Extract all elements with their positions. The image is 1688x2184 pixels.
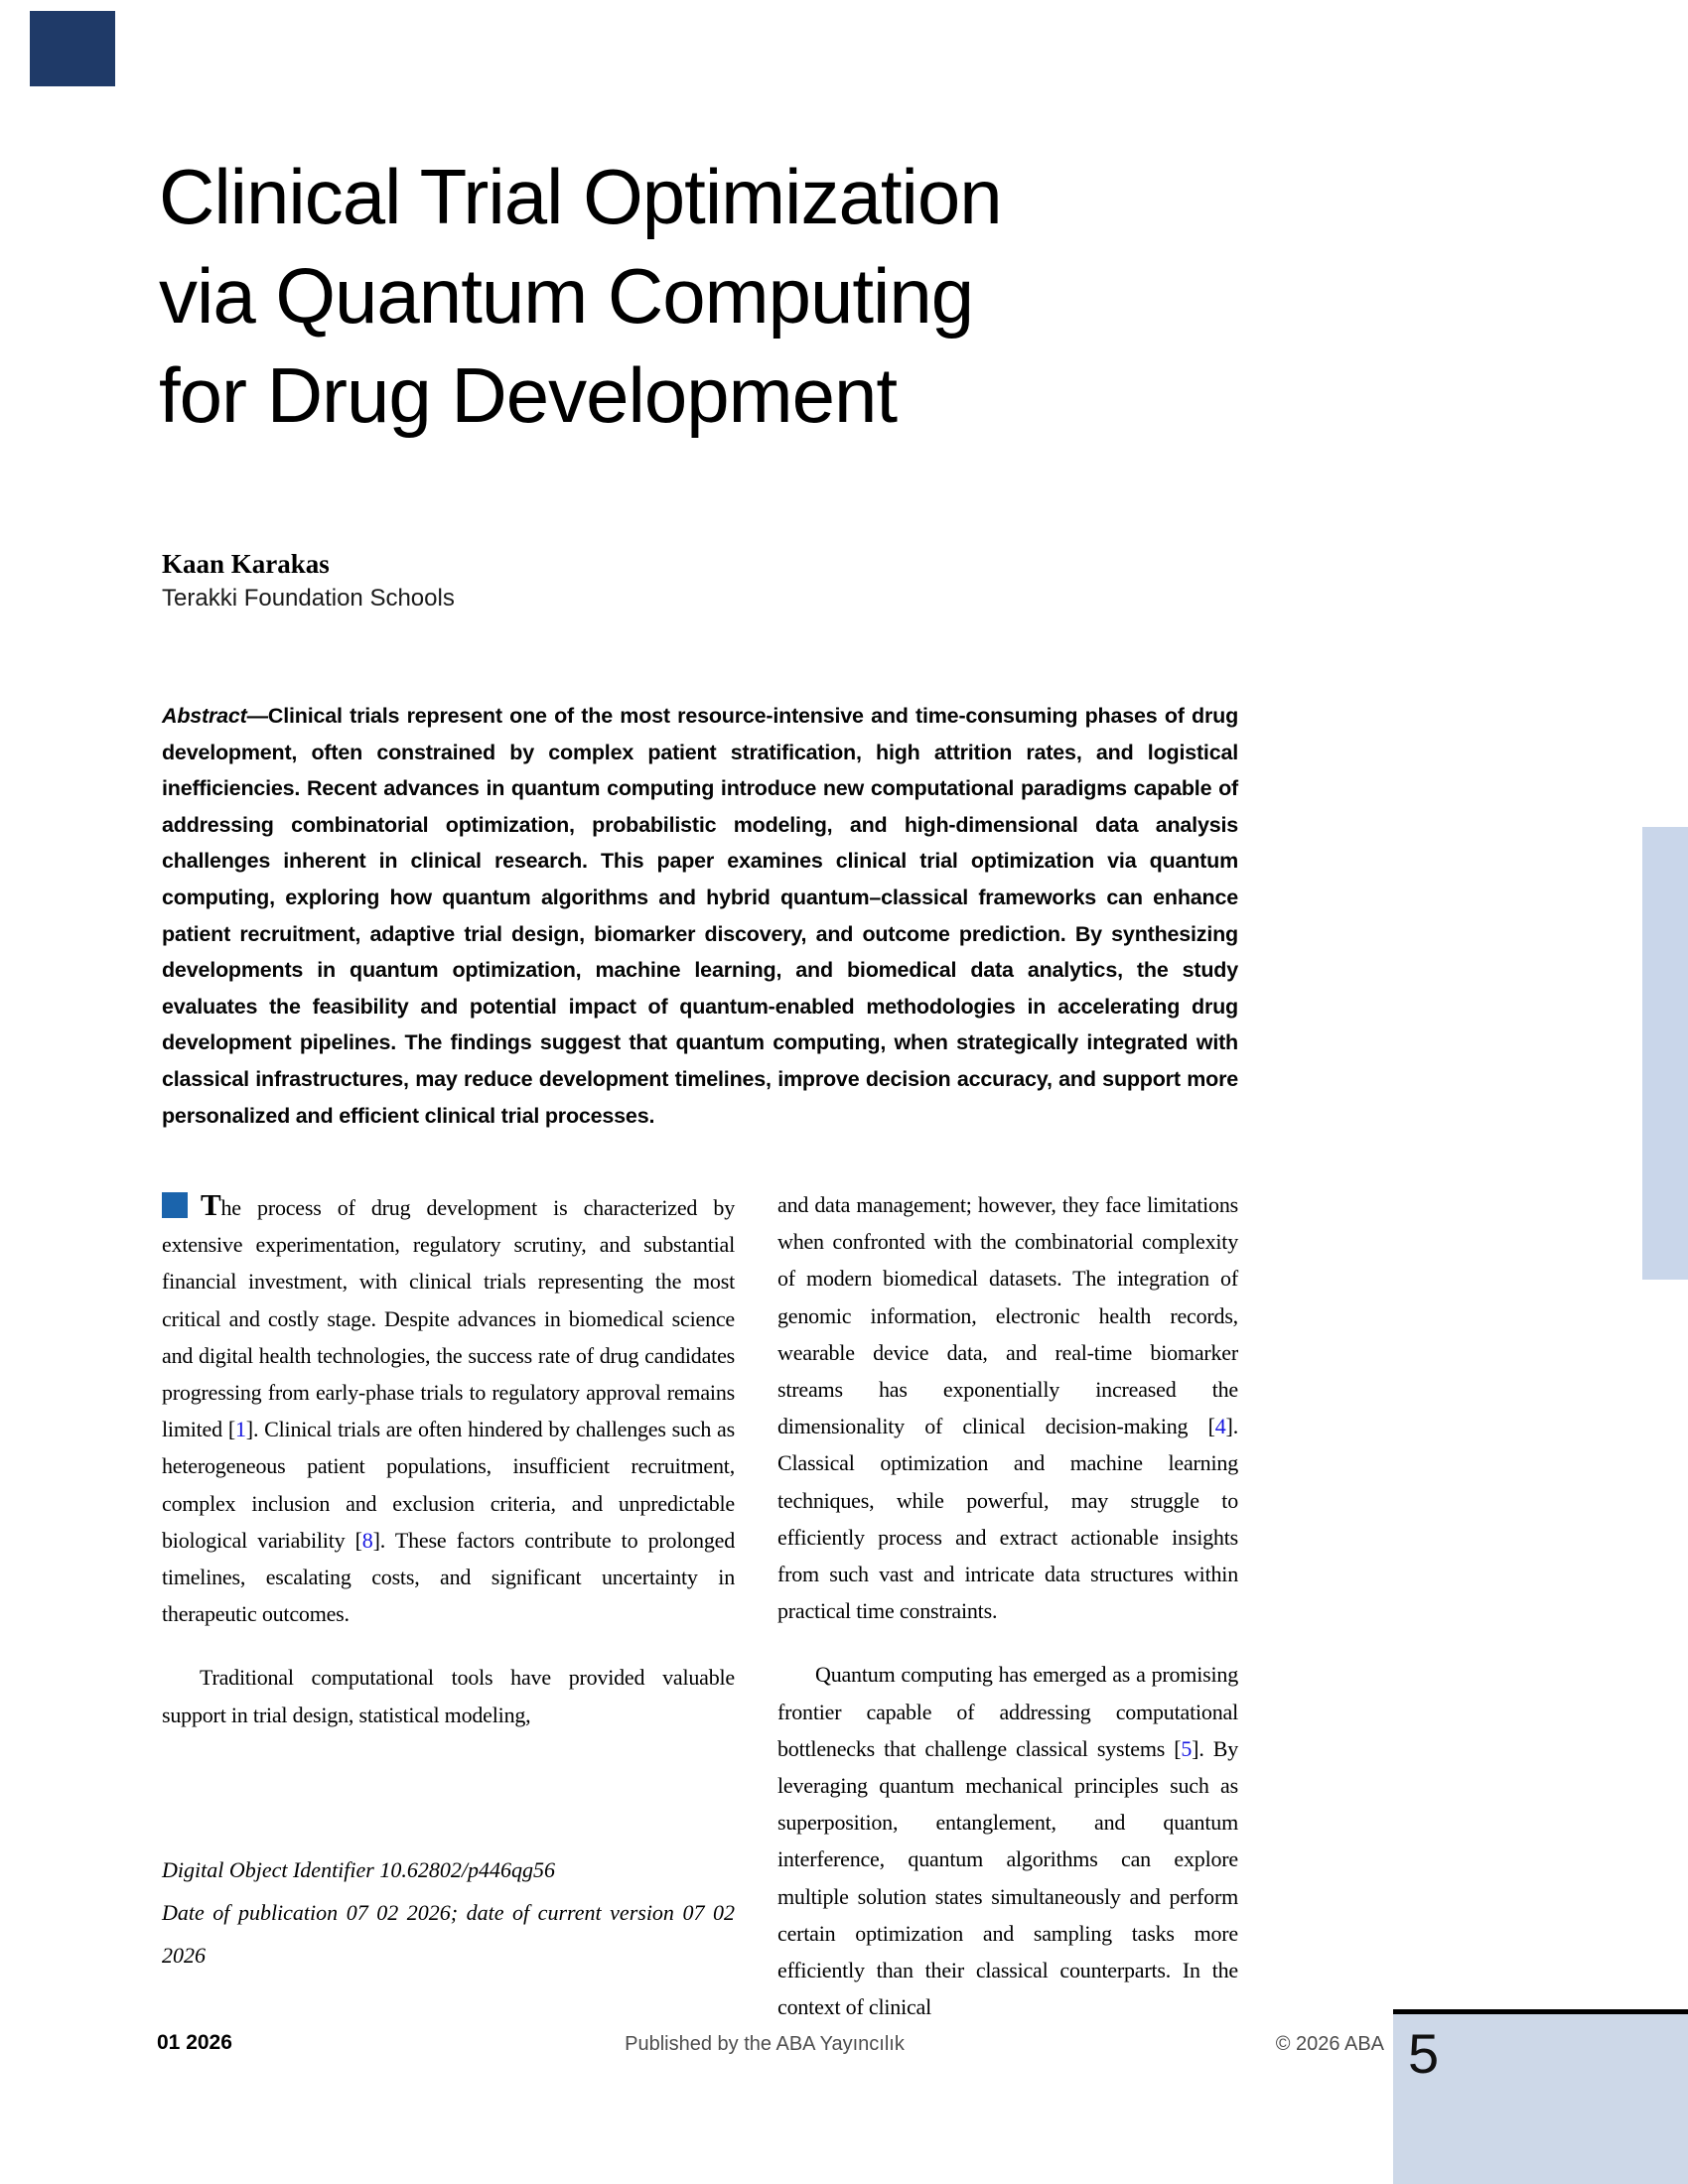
- footnote-line: Date of publication 07 02 2026; date of current version 07 02 2026: [162, 1900, 735, 1968]
- abstract-text: —Clinical trials represent one of the most resource-intensive and time-consuming phases of drug development, often constrained by complex patient stratification, high attrition rates, and logistical inefficiencies. Recent advances in quantum computing introduce new computational paradigms capable of addressing combinatorial optimization, probabilistic modeling, and high-dimensional data analysis challenges inherent in clinical research. This paper examines clinical trial optimization via quantum computing, exploring how quantum algorithms and hybrid quantum–classical frameworks can enhance patient recruitment, adaptive trial design, biomarker discovery, and outcome prediction. By synthesizing developments in quantum optimization, machine learning, and biomedical data analytics, the study evaluates the feasibility and potential impact of quantum-enabled methodologies in accelerating drug development pipelines. The findings suggest that quantum computing, when strategically integrated with classical infrastructures, may reduce development timelines, improve decision accuracy, and support more personalized and efficient clinical trial processes.: [162, 704, 1238, 1128]
- page-number-block: [1393, 2009, 1688, 2184]
- right-accent-bar: [1642, 827, 1688, 1280]
- title-line-2: via Quantum Computing: [159, 252, 974, 340]
- author-block: [162, 550, 455, 612]
- title-line-1: Clinical Trial Optimization: [159, 153, 1002, 240]
- body-paragraph: The process of drug development is characterized by extensive experimentation, regulatory scrutiny, and substantial financial investment, with clinical trials representing the most critical and costly stage. Despite advances in biomedical science and digital health technologies, the success rate of drug candidates progressing from early-phase trials to regulatory approval remains limited [1]. Clinical trials are often hindered by challenges such as heterogeneous patient populations, insufficient recruitment, complex inclusion and exclusion criteria, and unpredictable biological variability [8]. These factors contribute to prolonged timelines, escalating costs, and significant uncertainty in therapeutic outcomes.: [162, 1187, 736, 1627]
- citation-ref[interactable]: 8: [361, 1527, 373, 1553]
- title-line-3: for Drug Development: [159, 351, 898, 439]
- footer-issue: 01 2026: [157, 2031, 232, 2054]
- body-paragraph: Traditional computational tools have provided valuable support in trial design, statistical modeling,: [162, 1665, 735, 1727]
- citation-ref[interactable]: 5: [1181, 1735, 1193, 1761]
- citation-ref[interactable]: 4: [1214, 1414, 1226, 1439]
- author-name: Kaan Karakas: [162, 549, 330, 579]
- footer-copyright: © 2026 ABA: [1275, 2033, 1384, 2055]
- abstract-label: Abstract: [162, 704, 247, 728]
- drop-cap: T: [201, 1187, 221, 1222]
- footer-publisher: Published by the ABA Yayıncılık: [625, 2033, 905, 2055]
- corner-logo-square: [30, 11, 115, 86]
- paragraph-marker-square: [162, 1192, 188, 1218]
- page-number: 5: [1408, 2022, 1440, 2085]
- column-right: [777, 1186, 1238, 2025]
- page-title: [159, 147, 1002, 445]
- author-affiliation: Terakki Foundation Schools: [162, 585, 455, 612]
- abstract: [162, 698, 1238, 1134]
- footnote-line: Digital Object Identifier 10.62802/p446qg56: [162, 1857, 555, 1882]
- body-paragraph: and data management; however, they face limitations when confronted with the combinatorial complexity of modern biomedical datasets. The integration of genomic information, electronic health records, wearable device data, and real-time biomarker streams has exponentially increased the dimensionality of clinical decision-making [4]. Classical optimization and machine learning techniques, while powerful, may struggle to efficiently process and extract actionable insights from such vast and intricate data structures within practical time constraints.: [777, 1192, 1238, 1624]
- citation-ref[interactable]: 1: [234, 1417, 246, 1442]
- body-paragraph: Quantum computing has emerged as a promising frontier capable of addressing computational bottlenecks that challenge classical systems [5]. By leveraging quantum mechanical principles such as superposition, entanglement, and quantum interference, quantum algorithms can explore multiple solution states simultaneously and perform certain optimization and sampling tasks more efficiently than their classical counterparts. In the context of clinical: [777, 1662, 1238, 2020]
- footnote: [162, 1848, 735, 1977]
